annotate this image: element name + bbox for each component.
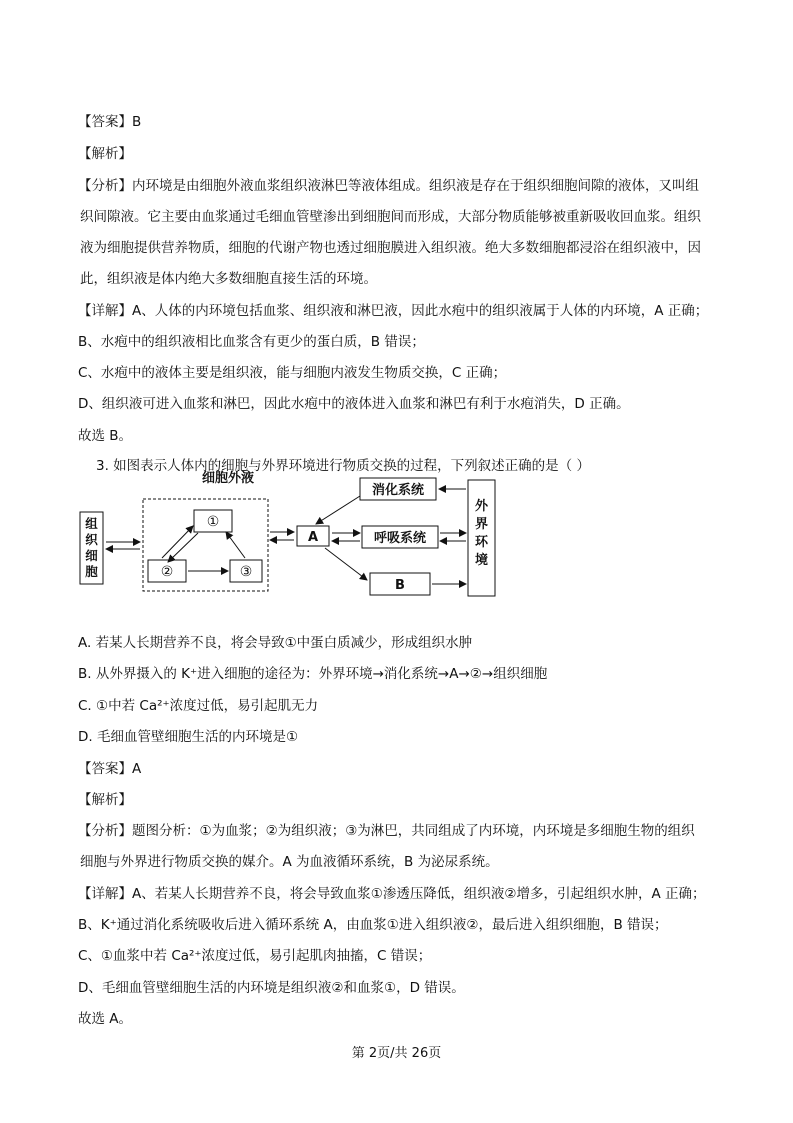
tissue-cell-char: 胞 bbox=[85, 564, 98, 579]
node-3-label: ③ bbox=[239, 564, 253, 580]
q2-detail-line: D、组织液可进入血浆和淋巴，因此水疱中的液体进入血浆和淋巴有利于水疱消失，D 正确。 bbox=[78, 396, 630, 412]
page-footer: 第 2页/共 26页 bbox=[351, 1046, 442, 1061]
tissue-cell-char: 织 bbox=[85, 532, 98, 547]
q3-detail-line: B、K⁺通过消化系统吸收后进入循环系统 A，由血浆①进入组织液②，最后进入组织细胞，B 错误； bbox=[78, 917, 668, 933]
q2-detail-line: B、水疱中的组织液相比血浆含有更少的蛋白质，B 错误； bbox=[78, 334, 425, 350]
extracellular-label: 细胞外液 bbox=[202, 471, 255, 486]
arrow-3-to-1 bbox=[226, 532, 245, 558]
external-char: 外 bbox=[474, 499, 489, 514]
q2-analysis-line: 织间隙液。它主要由血浆通过毛细血管壁渗出到细胞间而形成，大部分物质能够被重新吸收回血浆。组织 bbox=[80, 209, 701, 225]
node-b-label: B bbox=[395, 578, 405, 593]
q3-option-c: C. ①中若 Ca²⁺浓度过低，易引起肌无力 bbox=[78, 698, 319, 714]
q2-conclusion: 故选 B。 bbox=[78, 428, 133, 444]
node-2-label: ② bbox=[160, 564, 174, 580]
q3-analysis-heading: 【解析】 bbox=[78, 792, 132, 808]
external-char: 环 bbox=[474, 535, 489, 550]
q3-detail-line: C、①血浆中若 Ca²⁺浓度过低，易引起肌肉抽搐，C 错误； bbox=[78, 948, 432, 964]
q3-option-b: B. 从外界摄入的 K⁺进入细胞的途径为：外界环境→消化系统→A→②→组织细胞 bbox=[78, 666, 548, 682]
q3-option-a: A. 若某人长期营养不良，将会导致①中蛋白质减少，形成组织水肿 bbox=[78, 635, 473, 651]
external-char: 界 bbox=[474, 517, 489, 532]
tissue-cell-char: 组 bbox=[85, 516, 98, 531]
q3-option-d: D. 毛细血管壁细胞生活的内环境是① bbox=[78, 729, 299, 745]
q3-detail-line: 【详解】A、若某人长期营养不良，将会导致血浆①渗透压降低，组织液②增多，引起组织水肿，A 正确； bbox=[78, 886, 706, 902]
node-a-label: A bbox=[307, 530, 319, 545]
q2-detail-line: 【详解】A、人体的内环境包括血浆、组织液和淋巴液，因此水疱中的组织液属于人体的内环境，A 正确； bbox=[78, 303, 709, 319]
q2-analysis-heading: 【解析】 bbox=[78, 146, 132, 162]
q3-answer: 【答案】A bbox=[78, 761, 142, 777]
q3-analysis-line: 【分析】题图分析：①为血浆；②为组织液；③为淋巴，共同组成了内环境，内环境是多细胞生物的组织 bbox=[78, 823, 695, 839]
tissue-cell-char: 细 bbox=[85, 548, 98, 563]
q2-analysis-line: 此，组织液是体内绝大多数细胞直接生活的环境。 bbox=[80, 271, 377, 287]
exchange-diagram bbox=[70, 470, 510, 605]
q3-conclusion: 故选 A。 bbox=[78, 1011, 133, 1027]
external-char: 境 bbox=[474, 553, 489, 568]
arrow-digestive-to-a bbox=[316, 496, 360, 524]
digestive-label: 消化系统 bbox=[371, 483, 425, 498]
q3-detail-line: D、毛细血管壁细胞生活的内环境是组织液②和血浆①，D 错误。 bbox=[78, 980, 465, 996]
q2-detail-line: C、水疱中的液体主要是组织液，能与细胞内液发生物质交换，C 正确； bbox=[78, 365, 507, 381]
q2-analysis-line: 液为细胞提供营养物质，细胞的代谢产物也透过细胞膜进入组织液。绝大多数细胞都浸浴在组织液中，因 bbox=[80, 240, 701, 256]
q2-analysis-line: 【分析】内环境是由细胞外液血浆组织液淋巴等液体组成。组织液是存在于组织细胞间隙的液体，又叫组 bbox=[78, 178, 699, 194]
q3-analysis-line: 细胞与外界进行物质交换的媒介。A 为血液循环系统，B 为泌尿系统。 bbox=[80, 854, 499, 870]
node-1-label: ① bbox=[206, 514, 220, 530]
arrow-a-to-b bbox=[325, 548, 367, 580]
q3-stem: 3. 如图表示人体内的细胞与外界环境进行物质交换的过程，下列叙述正确的是（ ） bbox=[96, 458, 590, 474]
q2-answer: 【答案】B bbox=[78, 114, 142, 130]
respiratory-label: 呼吸系统 bbox=[373, 531, 427, 546]
